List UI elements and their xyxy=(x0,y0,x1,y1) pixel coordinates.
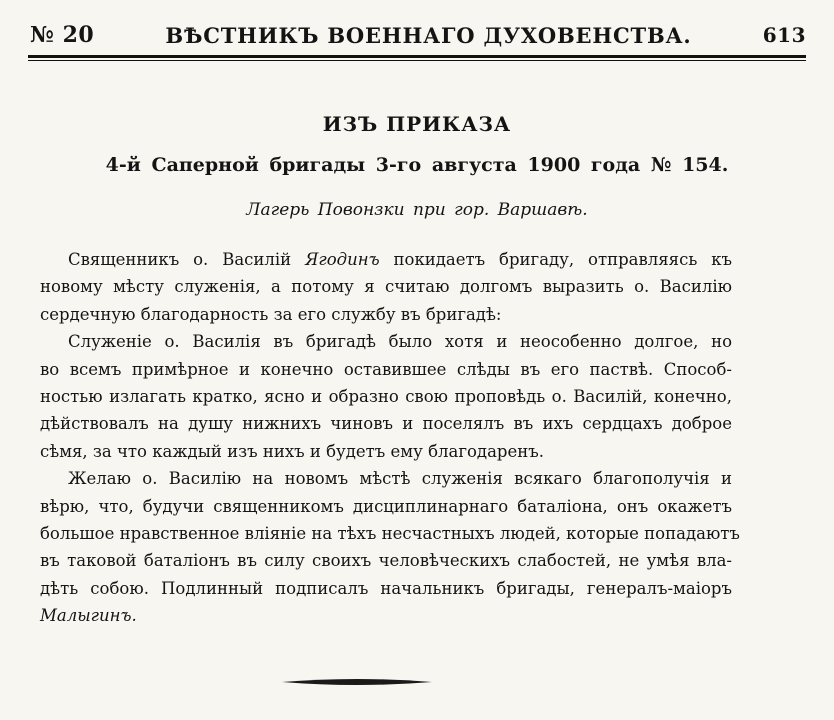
article-subheading: 4-й Саперной бригады 3-го августа 1900 года № 154. xyxy=(105,154,729,176)
text-line: дѣть собою. Подлинный подписалъ начальникъ бригады, генералъ-маіоръ xyxy=(40,578,732,598)
closing-ornament-icon xyxy=(282,676,432,688)
text-line: сердечную благодарность за его службу въ бригадѣ: xyxy=(40,304,502,324)
issue-number: № 20 xyxy=(30,22,95,48)
page-number: 613 xyxy=(762,23,806,47)
header-rule-thin xyxy=(28,60,806,61)
text-line: Желаю о. Василію на новомъ мѣстѣ служенія всякаго благополучія и xyxy=(68,469,732,489)
text-line: въ таковой баталіонъ въ силу своихъ человѣческихъ слабостей, не умѣя вла- xyxy=(40,551,732,571)
text-fragment: Священникъ о. Василій xyxy=(68,250,292,269)
running-header xyxy=(30,18,806,52)
text-line: во всемъ примѣрное и конечно оставившее слѣды въ его паствѣ. Способ- xyxy=(40,359,732,379)
text-line: дѣйствовалъ на душу нижнихъ чиновъ и поселялъ въ ихъ сердцахъ доброе xyxy=(40,414,732,434)
general-surname: Малыгинъ. xyxy=(40,606,137,626)
text-line xyxy=(40,246,732,273)
header-rule-thick xyxy=(28,55,806,58)
text-line: большое нравственное вліяніе на тѣхъ несчастныхъ людей, которые попадаютъ xyxy=(40,524,740,544)
article-body xyxy=(40,246,740,630)
text-line: Служеніе о. Василія въ бригадѣ было хотя и неособенно долгое, но xyxy=(68,332,732,352)
journal-title: ВѢСТНИКЪ ВОЕННАГО ДУХОВЕНСТВА. xyxy=(165,22,692,48)
priest-surname: Ягодинъ xyxy=(305,250,380,269)
text-line: новому мѣсту служенія, а потому я считаю долгомъ выразить о. Василію xyxy=(40,277,732,297)
text-fragment: покидаетъ бригаду, отправляясь къ xyxy=(393,250,733,269)
text-line: сѣмя, за что каждый изъ нихъ и будетъ ему благодаренъ. xyxy=(40,441,544,461)
text-line: вѣрю, что, будучи священникомъ дисциплинарнаго баталіона, онъ окажетъ xyxy=(40,496,732,516)
article-place: Лагерь Повонзки при гор. Варшавѣ. xyxy=(246,200,588,220)
text-line: ностью излагать кратко, ясно и образно свою проповѣдь о. Василій, конечно, xyxy=(40,387,732,407)
article-heading: ИЗЪ ПРИКАЗА xyxy=(322,112,512,136)
